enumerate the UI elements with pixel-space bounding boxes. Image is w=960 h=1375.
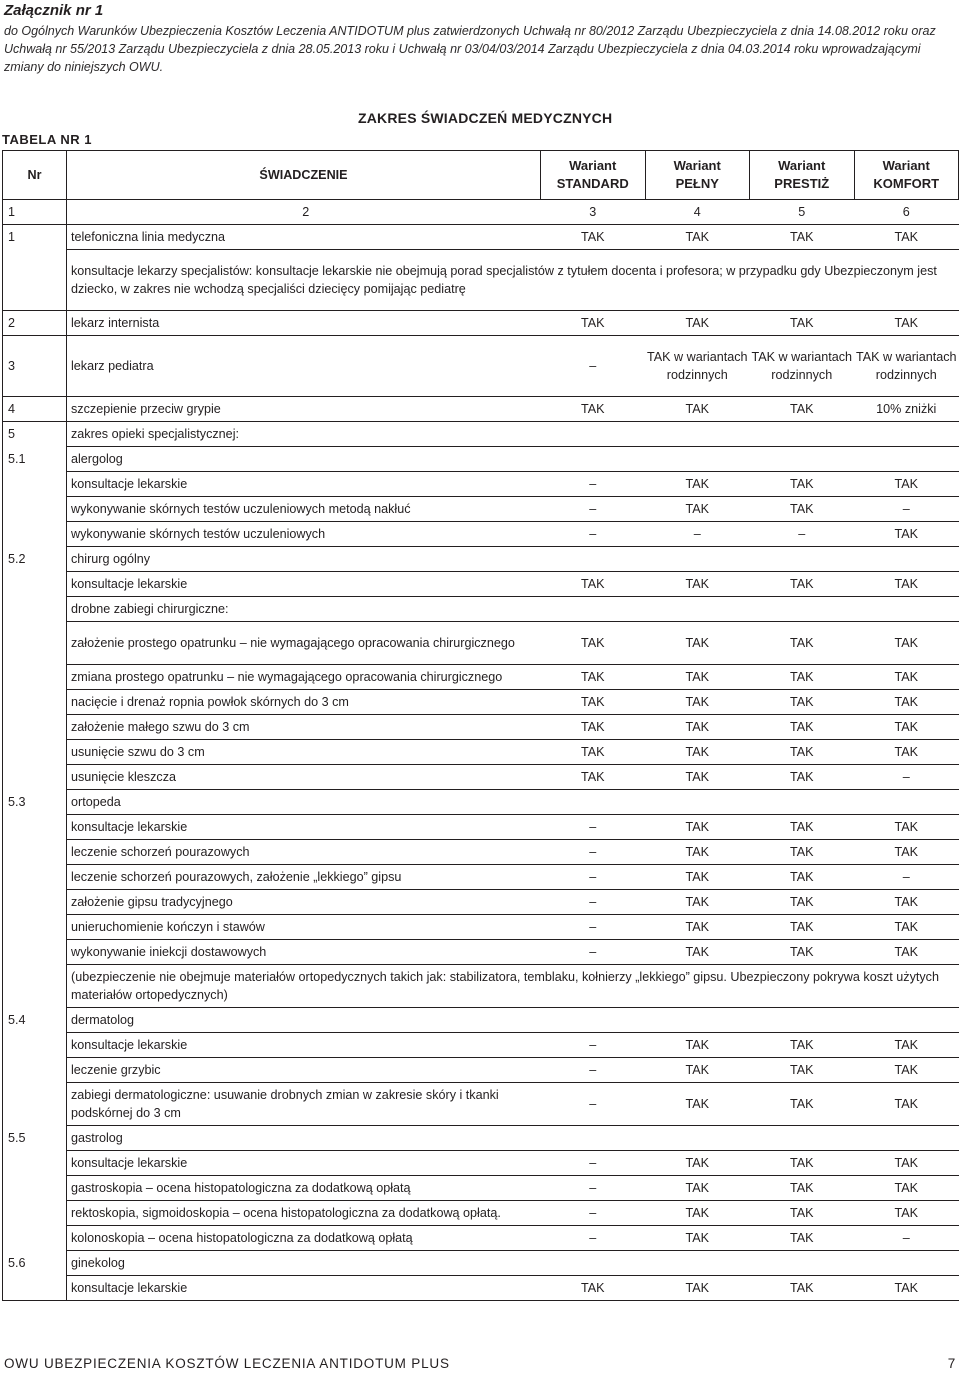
row-number: 4: [3, 397, 67, 422]
variant-value: TAK: [750, 840, 855, 865]
variant-value: TAK: [750, 572, 855, 597]
column-numbers-row: [3, 200, 959, 225]
variant-value: TAK: [645, 815, 750, 840]
scope-title: ZAKRES ŚWIADCZEŃ MEDYCZNYCH: [358, 110, 613, 126]
variant-value: [645, 597, 750, 622]
variant-value: TAK: [645, 740, 750, 765]
variant-value: TAK: [750, 1058, 855, 1083]
variant-value: [854, 447, 959, 472]
variant-value: TAK: [645, 1033, 750, 1058]
variant-value: TAK: [750, 497, 855, 522]
variant-value: [541, 597, 646, 622]
variant-value: [541, 422, 646, 447]
annex-text: do Ogólnych Warunków Ubezpieczenia Kosztów Leczenia ANTIDOTUM plus zatwierdzonych Uchwałą nr 80/2012 Zarządu Ubezpieczyciela z dnia 14.08.2012 roku oraz Uchwałą nr 55/2013 Zarządu Ubezpieczyciela z dnia 28.05.2013 roku i Uchwałą nr 03/04/03/2014 Zarządu Ubezpieczyciela z dnia 04.03.2014 roku wprowadzającymi zmiany do niniejszych OWU.: [4, 24, 936, 74]
variant-value: TAK: [750, 397, 855, 422]
row-description: wykonywanie iniekcji dostawowych: [67, 940, 541, 965]
variant-value: TAK: [645, 622, 750, 665]
row-description: drobne zabiegi chirurgiczne:: [67, 597, 541, 622]
variant-value: TAK: [645, 915, 750, 940]
variant-value: TAK: [854, 740, 959, 765]
table-row: [3, 890, 959, 915]
row-number: [3, 1176, 67, 1201]
variant-value: TAK: [750, 890, 855, 915]
variant-value: TAK w wariantach rodzinnych: [645, 336, 750, 397]
variant-value: TAK: [750, 765, 855, 790]
variant-value: –: [541, 1226, 646, 1251]
table-row: [3, 765, 959, 790]
table-row: [3, 1251, 959, 1276]
table-row: [3, 472, 959, 497]
variant-value: –: [854, 765, 959, 790]
variant-value: –: [541, 815, 646, 840]
variant-value: [854, 547, 959, 572]
variant-value: –: [541, 472, 646, 497]
row-number: [3, 915, 67, 940]
variant-value: –: [854, 497, 959, 522]
row-description: zakres opieki specjalistycznej:: [67, 422, 541, 447]
row-description: ortopeda: [67, 790, 541, 815]
variant-value: –: [541, 522, 646, 547]
row-description: konsultacje lekarskie: [67, 1033, 541, 1058]
row-number: [3, 250, 67, 311]
variant-value: [854, 1008, 959, 1033]
variant-value: [750, 547, 855, 572]
row-description: zabiegi dermatologiczne: usuwanie drobnych zmian w zakresie skóry i tkanki podskórnej do 3 cm: [67, 1083, 541, 1126]
variant-value: TAK: [541, 665, 646, 690]
row-number: [3, 1083, 67, 1126]
row-description: kolonoskopia – ocena histopatologiczna za dodatkową opłatą: [67, 1226, 541, 1251]
variant-value: TAK: [645, 225, 750, 250]
variant-value: –: [541, 865, 646, 890]
variant-value: TAK: [645, 1226, 750, 1251]
variant-value: TAK: [750, 740, 855, 765]
table-row: [3, 1176, 959, 1201]
variant-value: TAK: [645, 840, 750, 865]
row-number: [3, 890, 67, 915]
header-variant-prestiz: Wariant PRESTIŻ: [750, 151, 855, 200]
row-description: konsultacje lekarskie: [67, 1151, 541, 1176]
row-number: [3, 1058, 67, 1083]
variant-value: –: [854, 1226, 959, 1251]
header-variant-standard: Wariant STANDARD: [541, 151, 646, 200]
variant-value: TAK: [854, 890, 959, 915]
row-number: [3, 665, 67, 690]
variant-value: –: [541, 336, 646, 397]
variant-value: TAK: [750, 1176, 855, 1201]
table-row: [3, 622, 959, 665]
variant-value: TAK: [854, 665, 959, 690]
variant-value: [750, 447, 855, 472]
table-row: [3, 1201, 959, 1226]
row-description: konsultacje lekarskie: [67, 472, 541, 497]
header-service: ŚWIADCZENIE: [67, 151, 541, 200]
variant-value: TAK: [854, 572, 959, 597]
row-description: unieruchomienie kończyn i stawów: [67, 915, 541, 940]
variant-value: TAK: [750, 1151, 855, 1176]
table-row: [3, 447, 959, 472]
table-row: [3, 1083, 959, 1126]
table-row: [3, 597, 959, 622]
table-row: [3, 336, 959, 397]
row-description: usunięcie kleszcza: [67, 765, 541, 790]
variant-value: [645, 547, 750, 572]
variant-value: –: [541, 1083, 646, 1126]
variant-value: [645, 422, 750, 447]
row-number: [3, 815, 67, 840]
variant-value: TAK: [854, 1151, 959, 1176]
variant-value: TAK: [645, 1176, 750, 1201]
row-number: [3, 572, 67, 597]
table-row: [3, 522, 959, 547]
row-number: [3, 1151, 67, 1176]
row-number: 1: [3, 225, 67, 250]
column-number: 5: [750, 200, 855, 225]
variant-value: TAK: [645, 1058, 750, 1083]
table-row: [3, 397, 959, 422]
table-row: [3, 865, 959, 890]
variant-value: –: [854, 865, 959, 890]
row-description: gastroskopia – ocena histopatologiczna za dodatkową opłatą: [67, 1176, 541, 1201]
variant-value: [750, 422, 855, 447]
row-description: szczepienie przeciw grypie: [67, 397, 541, 422]
column-number: 6: [854, 200, 959, 225]
row-number: 5.2: [3, 547, 67, 572]
variant-value: TAK: [854, 1058, 959, 1083]
variant-value: [645, 1251, 750, 1276]
table-row: [3, 1008, 959, 1033]
variant-value: [750, 790, 855, 815]
table-row: [3, 250, 959, 311]
annex-header: [4, 2, 956, 76]
table-row: [3, 1151, 959, 1176]
variant-value: TAK: [854, 472, 959, 497]
variant-value: –: [541, 497, 646, 522]
row-number: [3, 740, 67, 765]
variant-value: [645, 1126, 750, 1151]
variant-value: TAK: [854, 1033, 959, 1058]
variant-value: TAK: [645, 472, 750, 497]
row-description: alergolog: [67, 447, 541, 472]
variant-value: [541, 547, 646, 572]
variant-value: [541, 1008, 646, 1033]
variant-value: TAK: [645, 397, 750, 422]
row-number: [3, 840, 67, 865]
row-description: usunięcie szwu do 3 cm: [67, 740, 541, 765]
row-number: [3, 965, 67, 1008]
row-description: rektoskopia, sigmoidoskopia – ocena histopatologiczna za dodatkową opłatą.: [67, 1201, 541, 1226]
table-row: [3, 790, 959, 815]
variant-value: TAK: [541, 311, 646, 336]
variant-value: TAK: [541, 572, 646, 597]
variant-value: TAK: [750, 815, 855, 840]
variant-value: TAK: [854, 622, 959, 665]
variant-value: TAK: [645, 572, 750, 597]
variant-value: –: [541, 915, 646, 940]
page-footer: [4, 1356, 956, 1371]
column-number: 3: [541, 200, 646, 225]
variant-value: TAK: [645, 865, 750, 890]
row-description: lekarz internista: [67, 311, 541, 336]
variant-value: [750, 597, 855, 622]
row-number: 5.3: [3, 790, 67, 815]
variant-value: [854, 422, 959, 447]
variant-value: –: [541, 1058, 646, 1083]
row-description: założenie gipsu tradycyjnego: [67, 890, 541, 915]
table-row: [3, 940, 959, 965]
variant-value: TAK: [854, 1176, 959, 1201]
variant-value: [541, 1126, 646, 1151]
variant-value: TAK: [541, 740, 646, 765]
row-number: 5.5: [3, 1126, 67, 1151]
table-row: [3, 572, 959, 597]
variant-value: TAK: [750, 865, 855, 890]
row-number: [3, 1276, 67, 1301]
table-row: [3, 1126, 959, 1151]
variant-value: TAK: [645, 765, 750, 790]
variant-value: TAK: [645, 1083, 750, 1126]
row-number: [3, 1033, 67, 1058]
variant-value: TAK: [645, 497, 750, 522]
variant-value: [645, 790, 750, 815]
row-number: 2: [3, 311, 67, 336]
header-variant-pelny: Wariant PEŁNY: [645, 151, 750, 200]
variant-value: [541, 1251, 646, 1276]
variant-value: –: [645, 522, 750, 547]
variant-value: [750, 1008, 855, 1033]
row-description: (ubezpieczenie nie obejmuje materiałów ortopedycznych takich jak: stabilizatora, temblaku, kołnierzy „lekkiego” gipsu. Ubezpieczony pokrywa koszt użytych materiałów ortopedycznych): [67, 965, 959, 1008]
variant-value: [854, 1126, 959, 1151]
variant-value: TAK: [750, 622, 855, 665]
row-description: konsultacje lekarskie: [67, 815, 541, 840]
variant-value: –: [541, 1176, 646, 1201]
table-row: [3, 422, 959, 447]
column-number: 2: [67, 200, 541, 225]
variant-value: [750, 1251, 855, 1276]
variant-value: TAK: [750, 940, 855, 965]
row-number: [3, 497, 67, 522]
row-description: konsultacje lekarskie: [67, 1276, 541, 1301]
variant-value: TAK: [854, 715, 959, 740]
variant-value: TAK: [541, 690, 646, 715]
variant-value: TAK: [645, 940, 750, 965]
table-row: [3, 915, 959, 940]
variant-value: TAK: [750, 1276, 855, 1301]
variant-value: [854, 790, 959, 815]
variant-value: TAK: [854, 840, 959, 865]
variant-value: 10% zniżki: [854, 397, 959, 422]
footer-title: OWU UBEZPIECZENIA KOSZTÓW LECZENIA ANTIDOTUM PLUS: [4, 1356, 450, 1371]
variant-value: TAK: [854, 225, 959, 250]
variant-value: TAK: [854, 1083, 959, 1126]
variant-value: TAK: [541, 1276, 646, 1301]
row-description: założenie prostego opatrunku – nie wymagającego opracowania chirurgicznego: [67, 622, 541, 665]
row-description: lekarz pediatra: [67, 336, 541, 397]
row-description: ginekolog: [67, 1251, 541, 1276]
table-row: [3, 1058, 959, 1083]
variant-value: TAK: [854, 311, 959, 336]
variant-value: [750, 1126, 855, 1151]
variant-value: [541, 447, 646, 472]
variant-value: TAK: [854, 815, 959, 840]
header-variant-komfort: Wariant KOMFORT: [854, 151, 959, 200]
variant-value: TAK: [750, 472, 855, 497]
variant-value: TAK: [645, 715, 750, 740]
variant-value: TAK: [750, 1201, 855, 1226]
table-row: [3, 547, 959, 572]
variant-value: –: [541, 1033, 646, 1058]
column-number: 4: [645, 200, 750, 225]
variant-value: TAK: [750, 915, 855, 940]
variant-value: TAK: [750, 311, 855, 336]
row-description: dermatolog: [67, 1008, 541, 1033]
variant-value: [854, 597, 959, 622]
table-row: [3, 715, 959, 740]
variant-value: –: [541, 1201, 646, 1226]
row-description: chirurg ogólny: [67, 547, 541, 572]
variant-value: TAK: [645, 1201, 750, 1226]
row-number: [3, 597, 67, 622]
variant-value: TAK: [854, 690, 959, 715]
table-row: [3, 840, 959, 865]
row-description: telefoniczna linia medyczna: [67, 225, 541, 250]
row-description: założenie małego szwu do 3 cm: [67, 715, 541, 740]
table-caption: TABELA NR 1: [2, 132, 92, 147]
variant-value: TAK: [645, 1276, 750, 1301]
page-number: 7: [947, 1356, 956, 1371]
row-description: konsultacje lekarskie: [67, 572, 541, 597]
variant-value: [645, 447, 750, 472]
variant-value: TAK: [854, 940, 959, 965]
row-number: [3, 1201, 67, 1226]
variant-value: TAK: [750, 1226, 855, 1251]
row-number: [3, 622, 67, 665]
column-number: 1: [3, 200, 67, 225]
row-description: nacięcie i drenaż ropnia powłok skórnych do 3 cm: [67, 690, 541, 715]
variant-value: TAK: [645, 690, 750, 715]
variant-value: TAK: [750, 715, 855, 740]
row-description: gastrolog: [67, 1126, 541, 1151]
variant-value: TAK: [854, 1201, 959, 1226]
row-number: [3, 690, 67, 715]
variant-value: [645, 1008, 750, 1033]
variant-value: TAK: [541, 765, 646, 790]
row-number: 5.6: [3, 1251, 67, 1276]
row-description: wykonywanie skórnych testów uczuleniowych metodą nakłuć: [67, 497, 541, 522]
row-number: 5.4: [3, 1008, 67, 1033]
variant-value: TAK: [645, 665, 750, 690]
variant-value: TAK: [645, 311, 750, 336]
variant-value: TAK: [750, 1033, 855, 1058]
variant-value: TAK: [854, 522, 959, 547]
benefits-table: [2, 150, 959, 1301]
table-row: [3, 965, 959, 1008]
variant-value: TAK: [750, 1083, 855, 1126]
variant-value: TAK: [750, 665, 855, 690]
variant-value: TAK: [541, 622, 646, 665]
table-row: [3, 815, 959, 840]
row-description: konsultacje lekarzy specjalistów: konsultacje lekarskie nie obejmują porad specjalistów z tytułem docenta i profesora; w przypadku gdy Ubezpieczonym jest dziecko, w zakres nie wchodzą specjaliści dziecięcy pomijając pediatrę: [67, 250, 959, 311]
variant-value: –: [541, 840, 646, 865]
header-nr: Nr: [3, 151, 67, 200]
table-row: [3, 497, 959, 522]
variant-value: TAK: [541, 715, 646, 740]
variant-value: –: [750, 522, 855, 547]
variant-value: TAK: [645, 890, 750, 915]
row-description: zmiana prostego opatrunku – nie wymagającego opracowania chirurgicznego: [67, 665, 541, 690]
variant-value: –: [541, 1151, 646, 1176]
variant-value: [854, 1251, 959, 1276]
row-number: [3, 765, 67, 790]
row-number: [3, 472, 67, 497]
variant-value: TAK: [541, 397, 646, 422]
row-number: [3, 940, 67, 965]
variant-value: TAK w wariantach rodzinnych: [750, 336, 855, 397]
table-row: [3, 311, 959, 336]
variant-value: TAK: [750, 225, 855, 250]
table-row: [3, 225, 959, 250]
variant-value: TAK: [541, 225, 646, 250]
variant-value: [541, 790, 646, 815]
row-description: leczenie schorzeń pourazowych, założenie „lekkiego” gipsu: [67, 865, 541, 890]
row-number: 5.1: [3, 447, 67, 472]
table-header-row: [3, 151, 959, 200]
row-description: leczenie schorzeń pourazowych: [67, 840, 541, 865]
variant-value: TAK: [854, 915, 959, 940]
table-row: [3, 1276, 959, 1301]
row-number: 5: [3, 422, 67, 447]
table-row: [3, 1033, 959, 1058]
table-row: [3, 740, 959, 765]
variant-value: TAK: [645, 1151, 750, 1176]
row-number: [3, 865, 67, 890]
variant-value: –: [541, 890, 646, 915]
row-number: [3, 522, 67, 547]
table-row: [3, 665, 959, 690]
row-number: [3, 1226, 67, 1251]
row-description: wykonywanie skórnych testów uczuleniowych: [67, 522, 541, 547]
variant-value: TAK w wariantach rodzinnych: [854, 336, 959, 397]
annex-title: Załącznik nr 1: [4, 2, 104, 19]
table-row: [3, 690, 959, 715]
row-number: [3, 715, 67, 740]
variant-value: TAK: [854, 1276, 959, 1301]
row-description: leczenie grzybic: [67, 1058, 541, 1083]
variant-value: TAK: [750, 690, 855, 715]
row-number: 3: [3, 336, 67, 397]
variant-value: –: [541, 940, 646, 965]
table-row: [3, 1226, 959, 1251]
